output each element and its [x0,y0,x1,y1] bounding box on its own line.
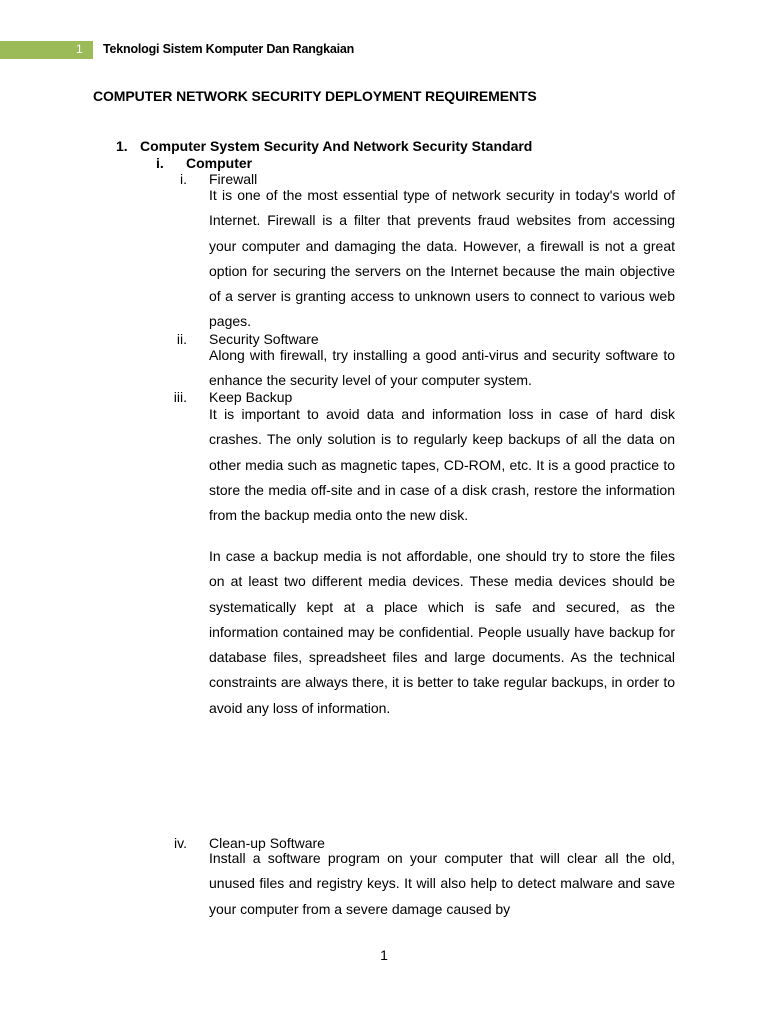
keep-backup-paragraph-1: It is important to avoid data and information loss in case of hard disk crashes. The only solution is to regularly keep backups of all the data on other media such as magnetic tapes, CD-ROM, etc. It is a good practice to store the media off-site and in case of a disk crash, restore the information from the backup media onto the new disk. [209,406,675,524]
section-heading [116,138,532,154]
item-heading-keep-backup: Keep Backup [209,389,293,405]
item-number-security-software: ii. [176,331,187,347]
subsection-number: i. [156,155,164,171]
subsection-heading [156,155,252,171]
security-software-paragraph: Along with firewall, try installing a good anti-virus and security software to enhance the security level of your computer system. [209,347,675,389]
header-title: Teknologi Sistem Komputer Dan Rangkaian [103,42,355,56]
document-title: COMPUTER NETWORK SECURITY DEPLOYMENT REQUIREMENTS [93,88,537,104]
firewall-paragraph: It is one of the most essential type of network security in today's world of Internet. Firewall is a filter that prevents fraud websites from accessing your computer and damaging the data. However, a firewall is not a great option for securing the servers on the Internet because the main objective of a server is granting access to unknown users to connect to various web pages. [209,187,675,330]
item-number-firewall: i. [180,171,187,187]
section-number: 1. [116,138,128,154]
item-heading-security-software: Security Software [209,331,319,347]
subsection-title: Computer [186,155,253,171]
section-title: Computer System Security And Network Security Standard [140,138,533,154]
item-heading-firewall: Firewall [209,171,258,187]
item-number-cleanup-software: iv. [174,835,187,851]
cleanup-software-paragraph: Install a software program on your computer that will clear all the old, unused files and registry keys. It will also help to detect malware and save your computer from a severe damage caused by [209,850,675,917]
keep-backup-paragraph-2: In case a backup media is not affordable, one should try to store the files on at least two different media devices. These media devices should be systematically kept at a place which is safe and secured, as the information contained may be confidential. People usually have backup for database files, spreadsheet files and large documents. As the technical constraints are always there, it is better to take regular backups, in order to avoid any loss of information. [209,548,675,716]
item-heading-cleanup-software: Clean-up Software [209,835,325,851]
header-page-number: 1 [76,42,83,56]
footer-page-number: 1 [380,947,388,963]
item-number-keep-backup: iii. [173,389,187,405]
